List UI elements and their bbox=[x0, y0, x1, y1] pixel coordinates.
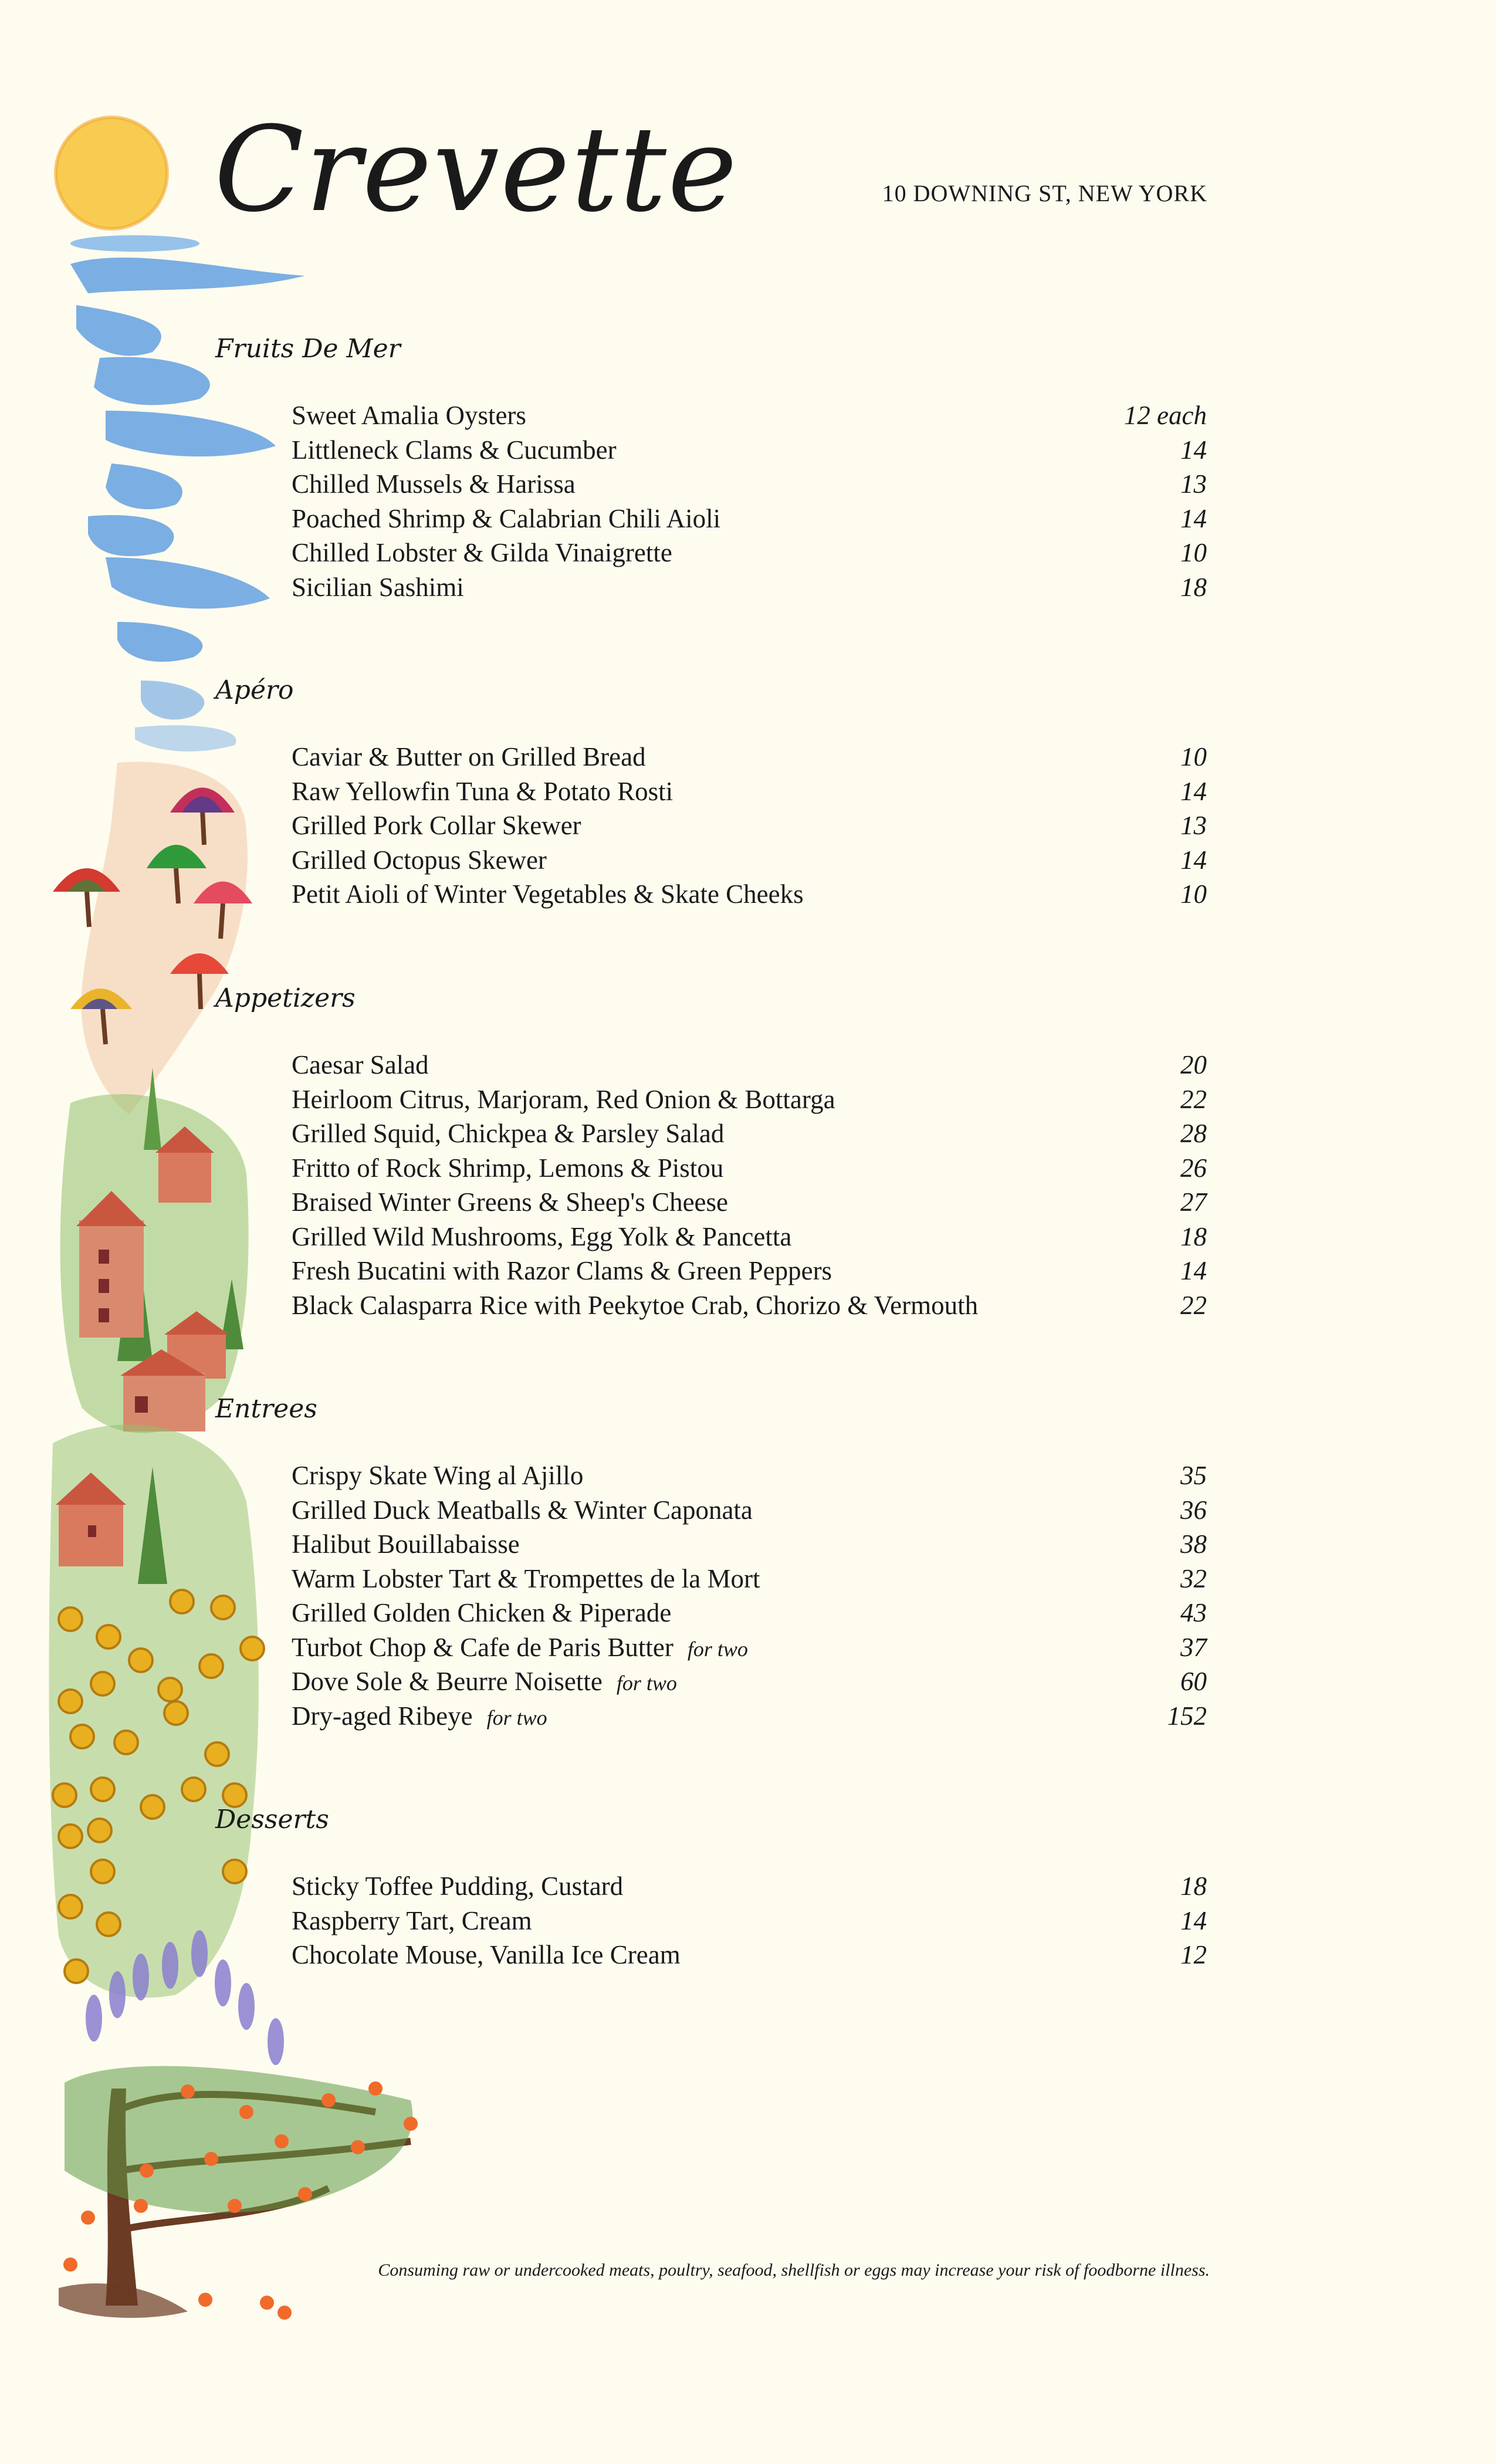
item-price: 10 bbox=[1180, 879, 1207, 909]
item-name-text: Dove Sole & Beurre Noisette bbox=[292, 1667, 603, 1696]
item-price: 14 bbox=[1180, 1905, 1207, 1935]
menu-item bbox=[292, 467, 1207, 502]
item-price: 152 bbox=[1167, 1701, 1207, 1731]
item-name: Warm Lobster Tart & Trompettes de la Mort bbox=[292, 1563, 760, 1593]
item-note: for two bbox=[687, 1637, 748, 1661]
item-name: Chilled Lobster & Gilda Vinaigrette bbox=[292, 538, 672, 567]
item-name: Sicilian Sashimi bbox=[292, 572, 464, 602]
menu-item bbox=[292, 1254, 1207, 1288]
menu-section-entrees bbox=[215, 1392, 1207, 1733]
menu-item bbox=[292, 1630, 1207, 1665]
item-price: 18 bbox=[1180, 1871, 1207, 1901]
item-price: 18 bbox=[1180, 1221, 1207, 1251]
menu-item bbox=[292, 1664, 1207, 1699]
item-name bbox=[292, 1664, 677, 1701]
item-name: Chocolate Mouse, Vanilla Ice Cream bbox=[292, 1940, 681, 1969]
item-price: 12 each bbox=[1123, 401, 1207, 430]
item-name bbox=[292, 1630, 748, 1667]
menu-item bbox=[292, 1288, 1207, 1323]
menu-item bbox=[292, 1562, 1207, 1596]
item-price: 14 bbox=[1180, 776, 1207, 806]
menu-item bbox=[292, 1699, 1207, 1734]
item-price: 10 bbox=[1180, 538, 1207, 567]
item-name: Fresh Bucatini with Razor Clams & Green Peppers bbox=[292, 1256, 832, 1285]
item-name: Raspberry Tart, Cream bbox=[292, 1905, 532, 1935]
menu-section-fruits-de-mer bbox=[215, 331, 1207, 604]
menu-item bbox=[292, 843, 1207, 878]
item-name: Grilled Squid, Chickpea & Parsley Salad bbox=[292, 1119, 725, 1148]
item-name: Raw Yellowfin Tuna & Potato Rosti bbox=[292, 776, 673, 806]
item-name bbox=[292, 1699, 547, 1735]
menu-item bbox=[292, 1493, 1207, 1528]
menu-item bbox=[292, 740, 1207, 774]
item-price: 36 bbox=[1180, 1495, 1207, 1525]
item-name: Caviar & Butter on Grilled Bread bbox=[292, 742, 646, 771]
menu-item bbox=[292, 1220, 1207, 1254]
item-price: 13 bbox=[1180, 811, 1207, 840]
menu-item bbox=[292, 1458, 1207, 1493]
item-price: 22 bbox=[1180, 1290, 1207, 1320]
item-price: 20 bbox=[1180, 1050, 1207, 1079]
menu-item bbox=[292, 774, 1207, 809]
item-name: Sticky Toffee Pudding, Custard bbox=[292, 1871, 624, 1901]
item-name: Grilled Wild Mushrooms, Egg Yolk & Pancetta bbox=[292, 1221, 792, 1251]
menu-item bbox=[292, 877, 1207, 912]
item-price: 35 bbox=[1180, 1461, 1207, 1490]
item-name-text: Turbot Chop & Cafe de Paris Butter bbox=[292, 1632, 673, 1662]
item-price: 14 bbox=[1180, 503, 1207, 533]
menu-section-appetizers bbox=[215, 981, 1207, 1322]
section-title: Fruits De Mer bbox=[215, 334, 401, 364]
menu-item bbox=[292, 1116, 1207, 1151]
menu-item bbox=[292, 1904, 1207, 1938]
item-name: Sweet Amalia Oysters bbox=[292, 401, 526, 430]
menu-section-desserts bbox=[215, 1802, 1207, 1972]
menu-item bbox=[292, 808, 1207, 843]
disclaimer: Consuming raw or undercooked meats, poultry, seafood, shellfish or eggs may increase your risk of foodborne illness. bbox=[378, 2260, 1210, 2280]
section-title: Apéro bbox=[215, 675, 294, 705]
restaurant-address: 10 DOWNING ST, NEW YORK bbox=[882, 180, 1207, 207]
item-name: Halibut Bouillabaisse bbox=[292, 1529, 520, 1559]
item-name: Black Calasparra Rice with Peekytoe Crab, Chorizo & Vermouth bbox=[292, 1290, 979, 1320]
item-price: 18 bbox=[1180, 572, 1207, 602]
item-price: 38 bbox=[1180, 1529, 1207, 1559]
menu-item bbox=[292, 536, 1207, 570]
menu-item bbox=[292, 1151, 1207, 1186]
item-price: 32 bbox=[1180, 1563, 1207, 1593]
menu-section-apero bbox=[215, 673, 1207, 912]
menu-item bbox=[292, 1938, 1207, 1972]
item-price: 13 bbox=[1180, 469, 1207, 499]
item-price: 43 bbox=[1180, 1598, 1207, 1627]
item-price: 14 bbox=[1180, 845, 1207, 875]
item-name: Crispy Skate Wing al Ajillo bbox=[292, 1461, 584, 1490]
menu-item bbox=[292, 398, 1207, 433]
item-name: Fritto of Rock Shrimp, Lemons & Pistou bbox=[292, 1153, 724, 1183]
item-note: for two bbox=[486, 1705, 547, 1729]
item-name: Braised Winter Greens & Sheep's Cheese bbox=[292, 1187, 729, 1217]
item-price: 12 bbox=[1180, 1940, 1207, 1969]
item-name: Caesar Salad bbox=[292, 1050, 429, 1079]
item-price: 60 bbox=[1180, 1667, 1207, 1696]
menu-item bbox=[292, 1869, 1207, 1904]
menu-item bbox=[292, 502, 1207, 536]
item-name: Grilled Pork Collar Skewer bbox=[292, 811, 581, 840]
item-price: 22 bbox=[1180, 1084, 1207, 1114]
item-name-text: Dry-aged Ribeye bbox=[292, 1701, 473, 1731]
menu-item bbox=[292, 1596, 1207, 1630]
item-name: Heirloom Citrus, Marjoram, Red Onion & Bottarga bbox=[292, 1084, 835, 1114]
item-note: for two bbox=[616, 1671, 677, 1695]
item-name: Littleneck Clams & Cucumber bbox=[292, 435, 617, 465]
menu-item bbox=[292, 1527, 1207, 1562]
section-title: Desserts bbox=[215, 1805, 329, 1835]
item-price: 10 bbox=[1180, 742, 1207, 771]
item-price: 14 bbox=[1180, 435, 1207, 465]
menu-item bbox=[292, 570, 1207, 605]
menu-item bbox=[292, 1185, 1207, 1220]
item-price: 37 bbox=[1180, 1632, 1207, 1662]
item-price: 14 bbox=[1180, 1256, 1207, 1285]
item-name: Grilled Duck Meatballs & Winter Caponata bbox=[292, 1495, 753, 1525]
item-name: Grilled Golden Chicken & Piperade bbox=[292, 1598, 672, 1627]
menu-item bbox=[292, 433, 1207, 468]
item-price: 28 bbox=[1180, 1119, 1207, 1148]
menu-item bbox=[292, 1082, 1207, 1117]
sun-illustration bbox=[56, 117, 167, 229]
restaurant-name: Crevette bbox=[214, 101, 739, 238]
item-name: Chilled Mussels & Harissa bbox=[292, 469, 576, 499]
item-price: 26 bbox=[1180, 1153, 1207, 1183]
section-title: Appetizers bbox=[215, 983, 356, 1013]
menu-item bbox=[292, 1048, 1207, 1082]
section-title: Entrees bbox=[215, 1394, 317, 1424]
item-name: Grilled Octopus Skewer bbox=[292, 845, 547, 875]
item-price: 27 bbox=[1180, 1187, 1207, 1217]
item-name: Petit Aioli of Winter Vegetables & Skate Cheeks bbox=[292, 879, 804, 909]
item-name: Poached Shrimp & Calabrian Chili Aioli bbox=[292, 503, 721, 533]
